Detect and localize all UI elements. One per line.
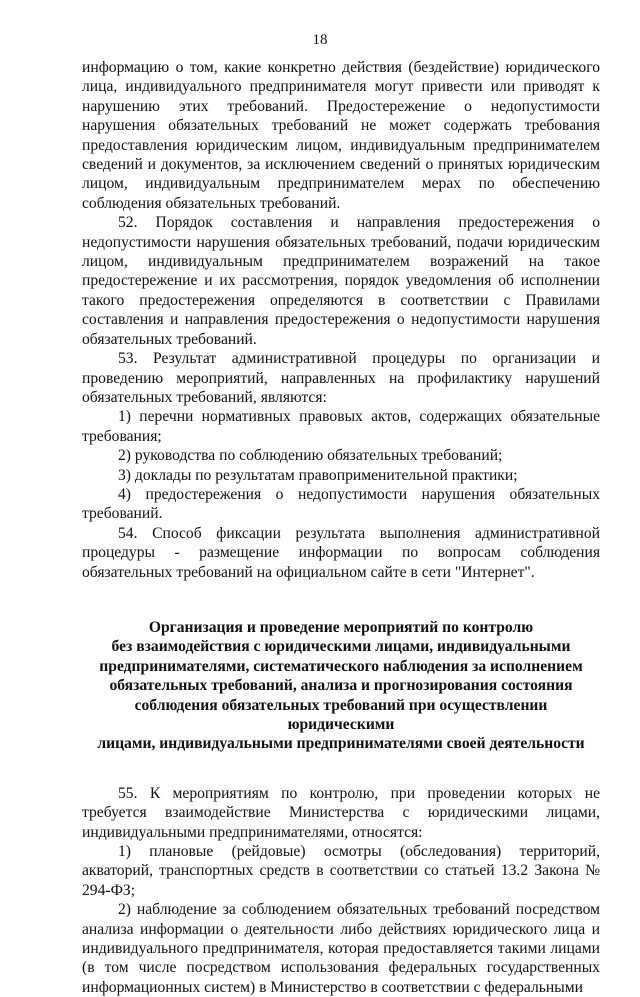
paragraph-continuation: информацию о том, какие конкретно действия (бездействие) юридического лица, индивидуального предпринимателя могут привести или приводят к нарушению этих требований. Предостережение о недопустимости нарушения обязательных требований не может содержать требования предоставления юридическим лицом, индивидуальным предпринимателем сведений и документов, за исключением сведений о принятых юридическим лицом, индивидуальным предпринимателем мерах по обеспечению соблюдения обязательных требований. <box>82 59 600 212</box>
heading-line: Организация и проведение мероприятий по контролю <box>148 618 534 636</box>
list-item-2: 2) наблюдение за соблюдением обязательных требований посредством анализа информации о деятельности либо действиях юридического лица и индивидуального предпринимателя, которая предоставляется такими лицами (в том числе посредством использования федеральных государственных информационных систем) в Министерство в соответствии с федеральными <box>82 901 600 996</box>
section-heading <box>82 618 600 754</box>
heading-line: соблюдения обязательных требований при осуществлении юридическими <box>134 696 548 733</box>
paragraph-52: 52. Порядок составления и направления предостережения о недопустимости нарушения обязательных требований, подачи юридическим лицом, индивидуальным предпринимателем возражений на такое предостережение и их рассмотрения, порядок уведомления об исполнении такого предостережения определяются в соответствии с Правилами составления и направления предостережения о недопустимости нарушения обязательных требований. <box>82 214 600 348</box>
heading-line: лицами, индивидуальными предпринимателями своей деятельности <box>97 735 585 753</box>
paragraphs-before-heading <box>82 58 600 582</box>
list-item-2: 2) руководства по соблюдению обязательных требований; <box>118 447 503 465</box>
paragraph-55: 55. К мероприятиям по контролю, при проведении которых не требуется взаимодействие Министерства с юридическими лицами, индивидуальными предпринимателями, относятся: <box>82 784 600 841</box>
list-item-1: 1) плановые (рейдовые) осмотры (обследования) территорий, акваторий, транспортных средств в соответствии со статьей 13.2 Закона № 294-ФЗ; <box>82 843 600 899</box>
heading-line: предпринимателями, систематического наблюдения за исполнением <box>99 657 583 675</box>
list-item-1: 1) перечни нормативных правовых актов, содержащих обязательные требования; <box>82 408 600 445</box>
paragraph-54: 54. Способ фиксации результата выполнения административной процедуры - размещение информации по вопросам соблюдения обязательных требований на официальном сайте в сети "Интернет". <box>82 524 600 581</box>
page-number: 18 <box>312 32 328 48</box>
document-body <box>82 58 600 997</box>
heading-line: без взаимодействия с юридическими лицами, индивидуальными <box>111 638 571 656</box>
list-item-3: 3) доклады по результатам правоприменительной практики; <box>118 466 518 484</box>
paragraph-53: 53. Результат административной процедуры по организации и проведению мероприятий, направленных на профилактику нарушений обязательных требований, являются: <box>82 350 600 406</box>
list-item-4: 4) предостережения о недопустимости нарушения обязательных требований. <box>82 485 600 523</box>
paragraphs-after-heading <box>82 784 600 997</box>
heading-line: обязательных требований, анализа и прогнозирования состояния <box>109 677 573 695</box>
